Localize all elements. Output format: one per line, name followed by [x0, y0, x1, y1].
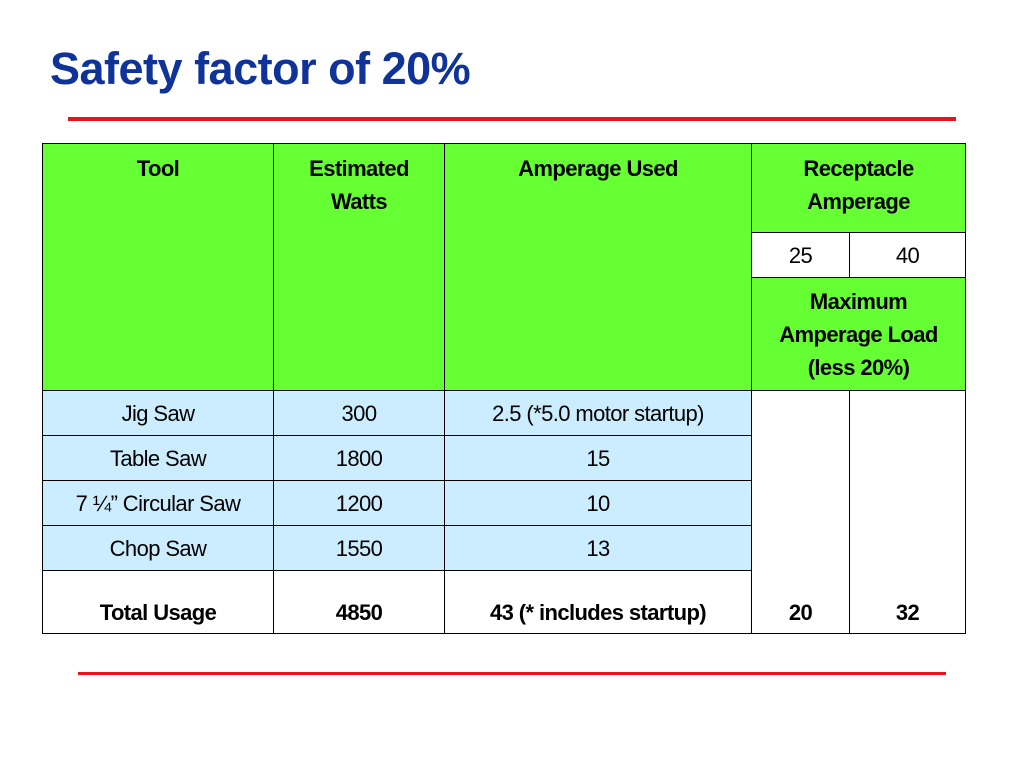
- header-receptacle-line1: Receptacle: [803, 156, 914, 181]
- amps-cell: 13: [445, 526, 752, 571]
- header-amperage-used: [445, 144, 752, 391]
- tool-cell: Chop Saw: [43, 526, 274, 571]
- receptacle-40: 40: [850, 233, 966, 278]
- table-row: [43, 391, 966, 436]
- header-tool: [43, 144, 274, 391]
- header-amperage-used-label: Amperage Used: [518, 156, 678, 181]
- slide-title: Safety factor of 20%: [50, 43, 471, 94]
- tool-cell: 7 ¼” Circular Saw: [43, 481, 274, 526]
- amps-cell: 10: [445, 481, 752, 526]
- header-receptacle-line2: Amperage: [807, 189, 910, 214]
- watts-cell: 300: [274, 391, 445, 436]
- max-load-25-cell: 20: [752, 391, 850, 634]
- watts-cell: 1550: [274, 526, 445, 571]
- total-amps: 43 (* includes startup): [445, 571, 752, 634]
- bottom-divider: [78, 672, 946, 675]
- header-watts-line1: Estimated: [309, 156, 409, 181]
- safety-factor-table: [42, 143, 966, 634]
- header-max-line3: (less 20%): [807, 354, 910, 380]
- header-receptacle-amperage: [752, 144, 966, 233]
- total-label: Total Usage: [43, 571, 274, 634]
- total-watts: 4850: [274, 571, 445, 634]
- header-max-line1: Maximum: [809, 288, 908, 314]
- header-tool-label: Tool: [136, 156, 180, 181]
- receptacle-25: 25: [752, 233, 850, 278]
- header-estimated-watts: [274, 144, 445, 391]
- tool-cell: Jig Saw: [43, 391, 274, 436]
- top-divider: [68, 117, 956, 121]
- amps-cell: 15: [445, 436, 752, 481]
- header-max-amperage-load: [752, 278, 966, 391]
- header-watts-line2: Watts: [330, 189, 388, 214]
- watts-cell: 1200: [274, 481, 445, 526]
- amps-cell: 2.5 (*5.0 motor startup): [445, 391, 752, 436]
- header-max-line2: Amperage Load: [779, 321, 938, 347]
- watts-cell: 1800: [274, 436, 445, 481]
- max-load-40-cell: 32: [850, 391, 966, 634]
- tool-cell: Table Saw: [43, 436, 274, 481]
